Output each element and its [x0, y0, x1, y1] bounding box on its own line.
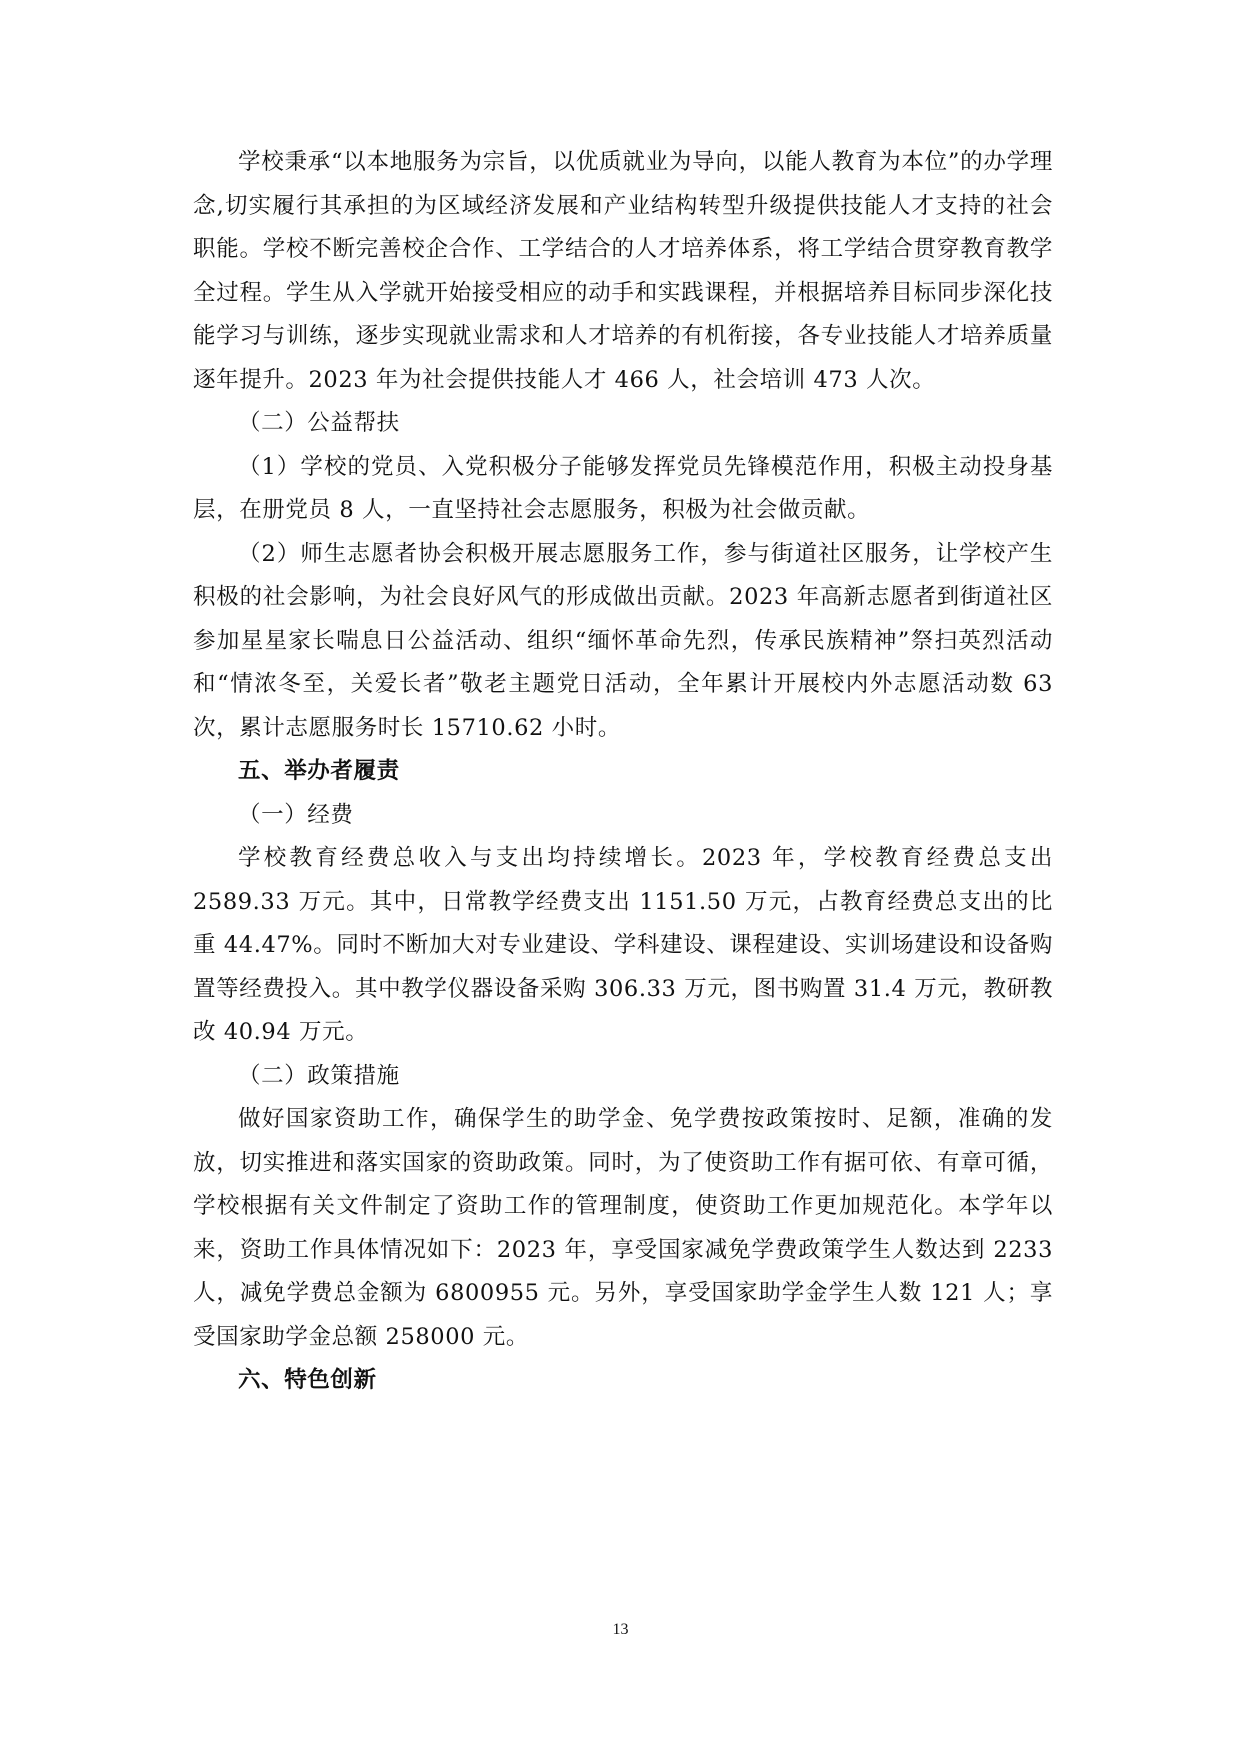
page-content: [193, 141, 1053, 1403]
para-funding: 学校教育经费总收入与支出均持续增长。2023 年，学校教育经费总支出 2589.33 万元。其中，日常教学经费支出 1151.50 万元，占教育经费总支出的比重 44.47%。同时不断加大对专业建设、学科建设、课程建设、实训场建设和设备购置等经费投入。其中教学仪器设备采购 306.33 万元，图书购置 31.4 万元，教研教改 40.94 万元。: [193, 845, 1053, 1045]
para-financial-aid: 做好国家资助工作，确保学生的助学金、免学费按政策按时、足额，准确的发放，切实推进和落实国家的资助政策。同时，为了使资助工作有据可依、有章可循，学校根据有关文件制定了资助工作的管理制度，使资助工作更加规范化。本学年以来，资助工作具体情况如下：2023 年，享受国家减免学费政策学生人数达到 2233 人，减免学费总金额为 6800955 元。另外，享受国家助学金学生人数 121 人；享受国家助学金总额 258000 元。: [193, 1106, 1053, 1350]
subheading-policy-measures: （二）政策措施: [238, 1062, 400, 1089]
subheading-public-welfare: （二）公益帮扶: [238, 410, 400, 436]
para-party-members: （1）学校的党员、入党积极分子能够发挥党员先锋模范作用，积极主动投身基层，在册党员 8 人，一直坚持社会志愿服务，积极为社会做贡献。: [193, 453, 1053, 523]
para-volunteers: （2）师生志愿者协会积极开展志愿服务工作，参与街道社区服务，让学校产生积极的社会影响，为社会良好风气的形成做出贡献。2023 年高新志愿者到街道社区参加星星家长喘息日公益活动、组织“缅怀革命先烈，传承民族精神”祭扫英烈活动和“情浓冬至，关爱长者”敬老主题党日活动，全年累计开展校内外志愿活动数 63 次，累计志愿服务时长 15710.62 小时。: [193, 540, 1053, 741]
page-number: 13: [612, 1621, 629, 1638]
para-school-philosophy: 学校秉承“以本地服务为宗旨，以优质就业为导向，以能人教育为本位”的办学理念,切实履行其承担的为区域经济发展和产业结构转型升级提供技能人才支持的社会职能。学校不断完善校企合作、工学结合的人才培养体系，将工学结合贯穿教育教学全过程。学生从入学就开始接受相应的动手和实践课程，并根据培养目标同步深化技能学习与训练，逐步实现就业需求和人才培养的有机衔接，各专业技能人才培养质量逐年提升。2023 年为社会提供技能人才 466 人，社会培训 473 人次。: [193, 149, 1053, 393]
heading-organizer-duties: 五、举办者履责: [238, 758, 400, 784]
heading-innovation: 六、特色创新: [238, 1367, 377, 1393]
subheading-funding: （一）经费: [238, 801, 354, 828]
